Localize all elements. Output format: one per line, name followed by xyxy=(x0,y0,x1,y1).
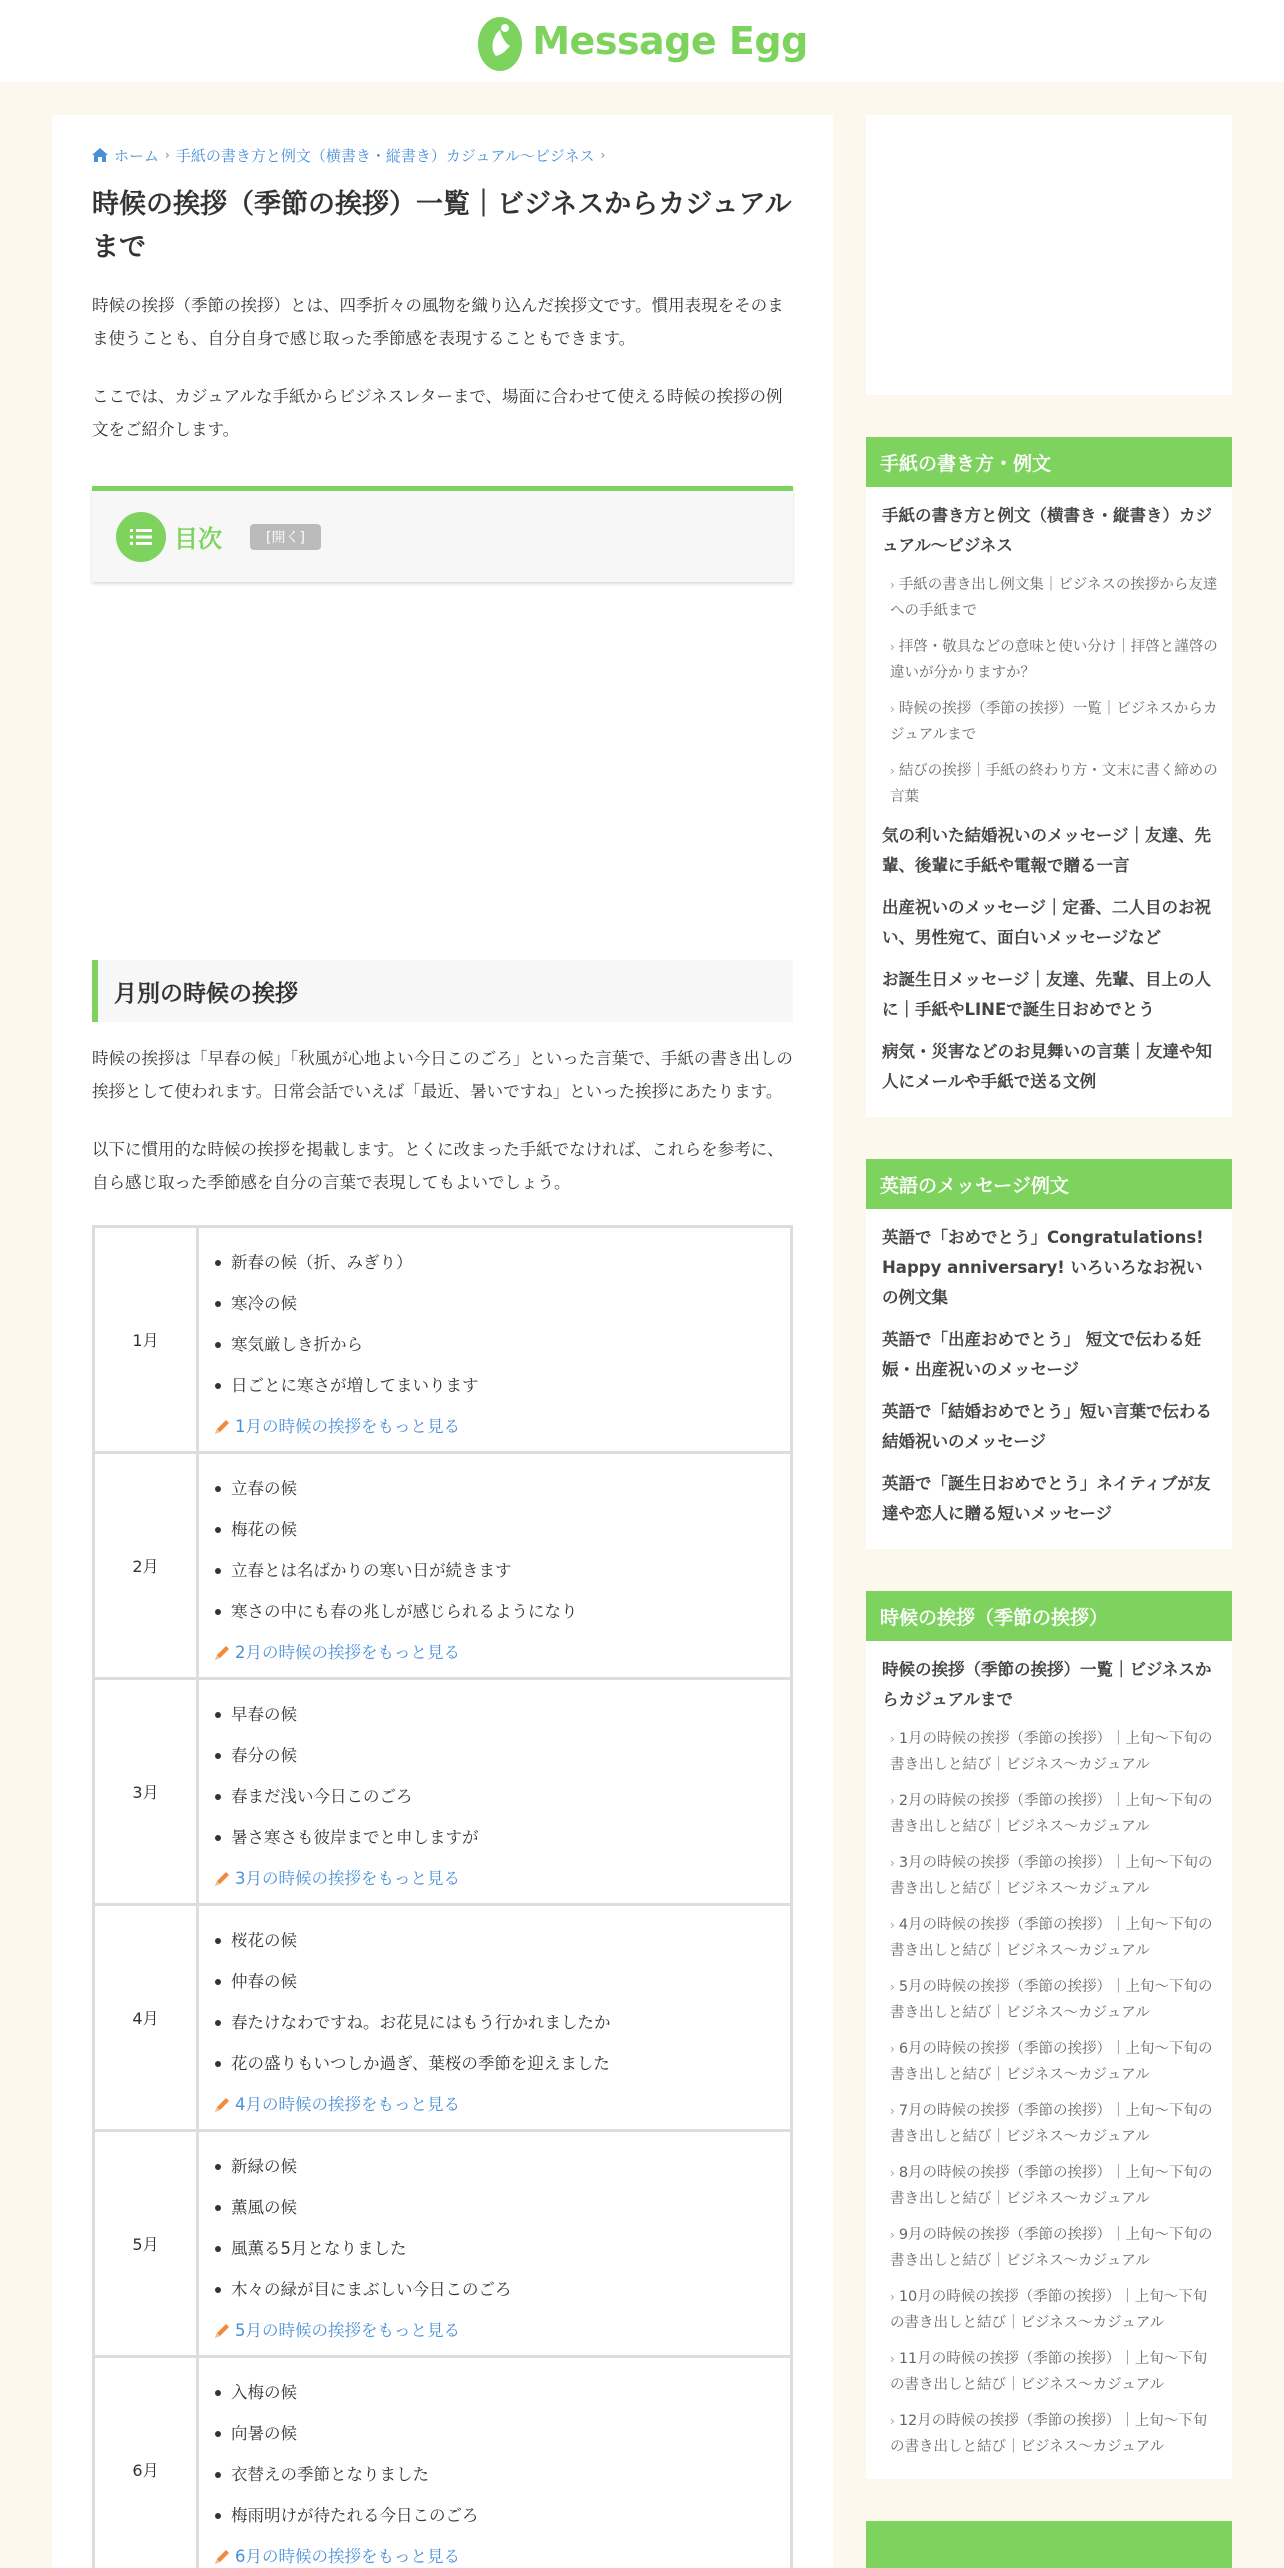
more-link-label: 1月の時候の挨拶をもっと見る xyxy=(235,1417,460,1437)
more-link-label: 2月の時候の挨拶をもっと見る xyxy=(235,1643,460,1663)
sidebar-sublink[interactable] xyxy=(882,1721,1218,1783)
greeting-item: 薫風の候 xyxy=(213,2187,790,2228)
more-link[interactable] xyxy=(213,1632,790,1673)
sidebar-sublink-label: 10月の時候の挨拶（季節の挨拶）｜上旬～下旬の書き出しと結び｜ビジネス～カジュアル xyxy=(890,2289,1208,2331)
chevron-right-icon: › xyxy=(600,148,606,162)
table-row xyxy=(94,1905,792,2131)
caret-right-icon: › xyxy=(890,2042,895,2056)
sidebar-link[interactable]: 病気・災害などのお見舞いの言葉｜友達や知人にメールや手紙で送る文例 xyxy=(882,1042,1212,1091)
sidebar-sublink[interactable] xyxy=(882,2217,1218,2279)
sidebar-sublink-label: 12月の時候の挨拶（季節の挨拶）｜上旬～下旬の書き出しと結び｜ビジネス～カジュアル xyxy=(890,2413,1208,2455)
caret-right-icon: › xyxy=(890,764,895,778)
greeting-list-cell xyxy=(198,1453,792,1679)
caret-right-icon: › xyxy=(890,2228,895,2242)
caret-right-icon: › xyxy=(890,2166,895,2180)
greeting-item: 寒冷の候 xyxy=(213,1283,790,1324)
table-row xyxy=(94,2131,792,2357)
table-row xyxy=(94,1453,792,1679)
more-link-label: 3月の時候の挨拶をもっと見る xyxy=(235,1869,460,1889)
month-label: 2月 xyxy=(94,1453,198,1679)
sidebar-heading: 英語のメッセージ例文 xyxy=(866,1159,1232,1209)
pencil-icon xyxy=(213,2096,231,2114)
table-row xyxy=(94,2357,792,2568)
breadcrumb-parent[interactable]: 手紙の書き方と例文（横書き・縦書き）カジュアル～ビジネス xyxy=(175,146,595,165)
pencil-icon xyxy=(213,1644,231,1662)
sidebar-link[interactable]: 時候の挨拶（季節の挨拶）一覧｜ビジネスからカジュアルまで xyxy=(882,1660,1212,1709)
greeting-item: 入梅の候 xyxy=(213,2372,790,2413)
greeting-item: 向暑の候 xyxy=(213,2413,790,2454)
month-label: 3月 xyxy=(94,1679,198,1905)
sidebar-link[interactable]: 英語で「出産おめでとう」 短文で伝わる妊娠・出産祝いのメッセージ xyxy=(882,1330,1202,1379)
month-label: 4月 xyxy=(94,1905,198,2131)
greeting-item: 桜花の候 xyxy=(213,1920,790,1961)
greeting-item: 梅雨明けが待たれる今日このごろ xyxy=(213,2495,790,2536)
toc-title: 目次 xyxy=(174,525,222,554)
ad-space xyxy=(92,582,793,960)
caret-right-icon: › xyxy=(890,1856,895,1870)
sidebar-link[interactable]: 英語で「結婚おめでとう」短い言葉で伝わる結婚祝いのメッセージ xyxy=(882,1402,1212,1451)
greeting-item: 新緑の候 xyxy=(213,2146,790,2187)
sidebar-sublink-label: 2月の時候の挨拶（季節の挨拶）｜上旬～下旬の書き出しと結び｜ビジネス～カジュアル xyxy=(890,1793,1213,1835)
greeting-list xyxy=(213,1694,790,1858)
sidebar-sublink-label: 4月の時候の挨拶（季節の挨拶）｜上旬～下旬の書き出しと結び｜ビジネス～カジュアル xyxy=(890,1917,1213,1959)
sidebar-link[interactable]: 英語で「おめでとう」Congratulations! Happy anniversary! いろいろなお祝いの例文集 xyxy=(882,1228,1204,1307)
sidebar-box-english xyxy=(866,1159,1232,1549)
greeting-item: 日ごとに寒さが増してまいります xyxy=(213,1365,790,1406)
caret-right-icon: › xyxy=(890,2414,895,2428)
more-link-label: 5月の時候の挨拶をもっと見る xyxy=(235,2321,460,2341)
sidebar-sublink-label: 9月の時候の挨拶（季節の挨拶）｜上旬～下旬の書き出しと結び｜ビジネス～カジュアル xyxy=(890,2227,1213,2269)
sidebar-box-letters xyxy=(866,437,1232,1117)
greeting-item: 立春の候 xyxy=(213,1468,790,1509)
sidebar-sublink[interactable] xyxy=(882,2155,1218,2217)
greeting-item: 新春の候（折、みぎり） xyxy=(213,1242,790,1283)
greeting-item: 立春とは名ばかりの寒い日が続きます xyxy=(213,1550,790,1591)
greeting-item: 寒さの中にも春の兆しが感じられるようになり xyxy=(213,1591,790,1632)
sidebar-link[interactable]: 英語で「誕生日おめでとう」ネイティブが友達や恋人に贈る短いメッセージ xyxy=(882,1474,1211,1523)
sidebar-box-next xyxy=(866,2521,1232,2568)
greeting-list-cell xyxy=(198,2131,792,2357)
sidebar-sublink-label: 11月の時候の挨拶（季節の挨拶）｜上旬～下旬の書き出しと結び｜ビジネス～カジュアル xyxy=(890,2351,1208,2393)
sidebar-ad xyxy=(866,115,1232,395)
sidebar-sublink[interactable] xyxy=(882,2279,1218,2341)
sidebar-sublink[interactable] xyxy=(882,1845,1218,1907)
caret-right-icon: › xyxy=(890,578,895,592)
pencil-icon xyxy=(213,1418,231,1436)
greeting-item: 衣替えの季節となりました xyxy=(213,2454,790,2495)
table-of-contents xyxy=(92,486,793,582)
sidebar-sublink-label: 8月の時候の挨拶（季節の挨拶）｜上旬～下旬の書き出しと結び｜ビジネス～カジュアル xyxy=(890,2165,1213,2207)
site-logo[interactable] xyxy=(476,10,808,72)
greeting-item: 春まだ浅い今日このごろ xyxy=(213,1776,790,1817)
chevron-right-icon: › xyxy=(165,148,170,162)
pencil-icon xyxy=(213,2322,231,2340)
greeting-item: 寒気厳しき折から xyxy=(213,1324,790,1365)
sidebar-link[interactable]: 気の利いた結婚祝いのメッセージ｜友達、先輩、後輩に手紙や電報で贈る一言 xyxy=(882,826,1212,875)
sidebar-sublink[interactable] xyxy=(882,1783,1218,1845)
more-link[interactable] xyxy=(213,1406,790,1447)
main-content xyxy=(52,115,833,2568)
intro-paragraph: ここでは、カジュアルな手紙からビジネスレターまで、場面に合わせて使える時候の挨拶の例文をご紹介します。 xyxy=(92,387,783,440)
sidebar-heading: 時候の挨拶（季節の挨拶） xyxy=(866,1591,1232,1641)
list-icon xyxy=(116,512,166,562)
caret-right-icon: › xyxy=(890,1918,895,1932)
sidebar-link[interactable]: 手紙の書き方と例文（横書き・縦書き）カジュアル～ビジネス xyxy=(882,506,1212,555)
greeting-item: 花の盛りもいつしか過ぎ、葉桜の季節を迎えました xyxy=(213,2043,790,2084)
sidebar-sublink[interactable] xyxy=(882,2341,1218,2403)
caret-right-icon: › xyxy=(890,702,895,716)
sidebar-sublink-label: 6月の時候の挨拶（季節の挨拶）｜上旬～下旬の書き出しと結び｜ビジネス～カジュアル xyxy=(890,2041,1213,2083)
section-paragraph: 以下に慣用的な時候の挨拶を掲載します。とくに改まった手紙でなければ、これらを参考に、自ら感じ取った季節感を自分の言葉で表現してもよいでしょう。 xyxy=(92,1140,784,1193)
greeting-item: 春たけなわですね。お花見にはもう行かれましたか xyxy=(213,2002,790,2043)
sidebar-sublink[interactable] xyxy=(882,2031,1218,2093)
greeting-item: 春分の候 xyxy=(213,1735,790,1776)
sidebar-sublink[interactable] xyxy=(882,629,1218,691)
month-label: 6月 xyxy=(94,2357,198,2568)
greeting-list-cell xyxy=(198,1679,792,1905)
greeting-item: 暑さ寒さも彼岸までと申しますが xyxy=(213,1817,790,1858)
greeting-list xyxy=(213,1468,790,1632)
more-link[interactable] xyxy=(213,2536,790,2568)
sidebar-sublink[interactable] xyxy=(882,2093,1218,2155)
sidebar-sublink-label: 7月の時候の挨拶（季節の挨拶）｜上旬～下旬の書き出しと結び｜ビジネス～カジュアル xyxy=(890,2103,1213,2145)
caret-right-icon: › xyxy=(890,1732,895,1746)
intro-paragraph: 時候の挨拶（季節の挨拶）とは、四季折々の風物を織り込んだ挨拶文です。慣用表現をそのまま使うことも、自分自身で感じ取った季節感を表現することもできます。 xyxy=(92,296,784,349)
home-icon xyxy=(92,148,108,162)
greeting-item: 仲春の候 xyxy=(213,1961,790,2002)
more-link[interactable] xyxy=(213,2310,790,2351)
more-link-label: 6月の時候の挨拶をもっと見る xyxy=(235,2547,460,2567)
greeting-item: 風薫る5月となりました xyxy=(213,2228,790,2269)
section-paragraph: 時候の挨拶は「早春の候」「秋風が心地よい今日このごろ」といった言葉で、手紙の書き出しの挨拶として使われます。日常会話でいえば「最近、暑いですね」といった挨拶にあたります。 xyxy=(92,1049,793,1102)
sidebar-sublink[interactable] xyxy=(882,753,1218,815)
sidebar-sublink-label: 手紙の書き出し例文集｜ビジネスの挨拶から友達への手紙まで xyxy=(890,577,1218,619)
sidebar-sublink[interactable] xyxy=(882,1907,1218,1969)
sidebar-sublink-label: 1月の時候の挨拶（季節の挨拶）｜上旬～下旬の書き出しと結び｜ビジネス～カジュアル xyxy=(890,1731,1213,1773)
greeting-item: 早春の候 xyxy=(213,1694,790,1735)
more-link[interactable] xyxy=(213,2084,790,2125)
more-link-label: 4月の時候の挨拶をもっと見る xyxy=(235,2095,460,2115)
page-title: 時候の挨拶（季節の挨拶）一覧｜ビジネスからカジュアルまで xyxy=(92,189,792,264)
pencil-icon xyxy=(213,2548,231,2566)
breadcrumb xyxy=(92,145,793,165)
sidebar-heading xyxy=(866,2521,1232,2568)
greeting-item: 木々の緑が目にまぶしい今日このごろ xyxy=(213,2269,790,2310)
table-row xyxy=(94,1679,792,1905)
greeting-list-cell xyxy=(198,2357,792,2568)
greeting-list xyxy=(213,1242,790,1406)
greeting-list-cell xyxy=(198,1905,792,2131)
caret-right-icon: › xyxy=(890,2104,895,2118)
month-label: 1月 xyxy=(94,1227,198,1453)
sidebar-sublink-label: 3月の時候の挨拶（季節の挨拶）｜上旬～下旬の書き出しと結び｜ビジネス～カジュアル xyxy=(890,1855,1213,1897)
sidebar-sublink[interactable] xyxy=(882,691,1218,753)
sidebar xyxy=(866,115,1232,2568)
more-link[interactable] xyxy=(213,1858,790,1899)
logo-text: Message Egg xyxy=(532,19,808,63)
section-heading: 月別の時候の挨拶 xyxy=(92,960,793,1022)
greeting-item: 梅花の候 xyxy=(213,1509,790,1550)
caret-right-icon: › xyxy=(890,2352,895,2366)
sidebar-sublink-label: 時候の挨拶（季節の挨拶）一覧｜ビジネスからカジュアルまで xyxy=(890,701,1218,743)
monthly-greetings-table xyxy=(92,1225,793,2568)
pencil-icon xyxy=(213,1870,231,1888)
sidebar-sublink-label: 5月の時候の挨拶（季節の挨拶）｜上旬～下旬の書き出しと結び｜ビジネス～カジュアル xyxy=(890,1979,1213,2021)
breadcrumb-home[interactable]: ホーム xyxy=(114,146,160,165)
greeting-list xyxy=(213,1920,790,2084)
greeting-list xyxy=(213,2146,790,2310)
sidebar-heading: 手紙の書き方・例文 xyxy=(866,437,1232,487)
greeting-list-cell xyxy=(198,1227,792,1453)
caret-right-icon: › xyxy=(890,640,895,654)
caret-right-icon: › xyxy=(890,2290,895,2304)
greeting-list xyxy=(213,2372,790,2536)
sidebar-sublink[interactable] xyxy=(882,2403,1218,2465)
month-label: 5月 xyxy=(94,2131,198,2357)
sidebar-sublink[interactable] xyxy=(882,1969,1218,2031)
caret-right-icon: › xyxy=(890,1794,895,1808)
sidebar-sublink[interactable] xyxy=(882,567,1218,629)
table-row xyxy=(94,1227,792,1453)
sidebar-sublink-label: 拝啓・敬具などの意味と使い分け｜拝啓と謹啓の違いが分かりますか？ xyxy=(890,639,1218,681)
egg-rabbit-icon xyxy=(476,10,524,72)
sidebar-link[interactable]: お誕生日メッセージ｜友達、先輩、目上の人に｜手紙やLINEで誕生日おめでとう xyxy=(882,970,1212,1019)
sidebar-sublink-label: 結びの挨拶｜手紙の終わり方・文末に書く締めの言葉 xyxy=(890,763,1218,805)
sidebar-box-seasonal xyxy=(866,1591,1232,2479)
caret-right-icon: › xyxy=(890,1980,895,1994)
toc-open-button[interactable]: [開く] xyxy=(250,524,321,550)
sidebar-link[interactable]: 出産祝いのメッセージ｜定番、二人目のお祝い、男性宛て、面白いメッセージなど xyxy=(882,898,1212,947)
site-header xyxy=(0,0,1284,82)
